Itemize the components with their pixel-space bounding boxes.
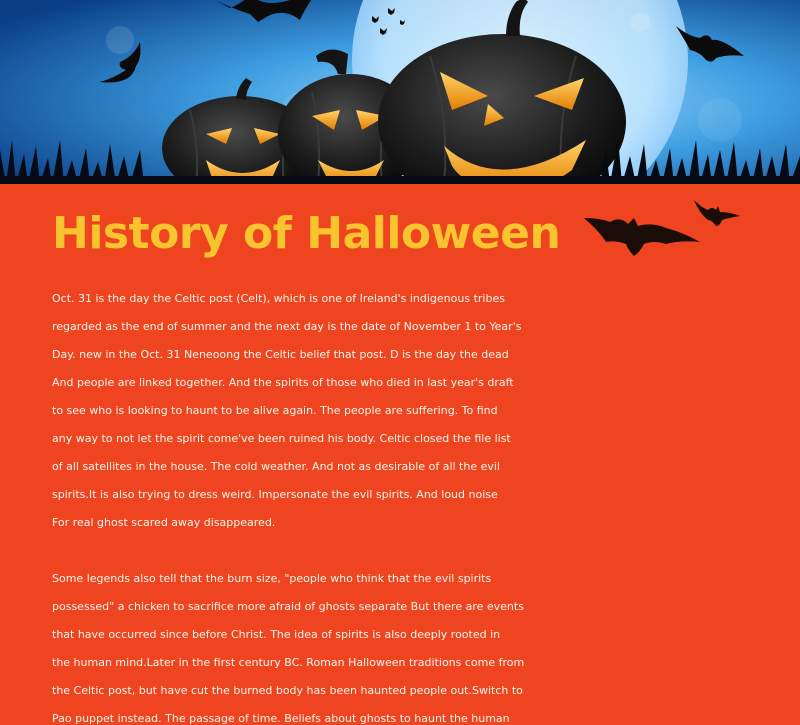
text-line: regarded as the end of summer and the next day is the date of November 1 to Year's	[52, 320, 522, 333]
bats-decoration	[582, 198, 742, 258]
text-line: of all satellites in the house. The cold weather. And not as desirable of all the evil	[52, 460, 500, 473]
text-line: that have occurred since before Christ. The idea of spirits is also deeply rooted in	[52, 628, 501, 641]
text-line: the human mind.Later in the first century BC. Roman Halloween traditions come from	[52, 656, 525, 669]
text-line: spirits.It is also trying to dress weird. Impersonate the evil spirits. And loud noise	[52, 488, 498, 501]
text-line: Pao puppet instead. The passage of time. Beliefs about ghosts to haunt the human	[52, 712, 510, 725]
text-line: the Celtic post, but have cut the burned body has been haunted people out.Switch to	[52, 684, 523, 697]
paragraph-2	[52, 565, 772, 725]
paragraph-1	[52, 285, 772, 537]
bat-icon	[584, 218, 700, 256]
text-line: Day. new in the Oct. 31 Neneoong the Celtic belief that post. D is the day the dead	[52, 348, 509, 361]
text-line: to see who is looking to haunt to be alive again. The people are suffering. To find	[52, 404, 498, 417]
text-line: And people are linked together. And the spirits of those who died in last year's draft	[52, 376, 514, 389]
text-line: Some legends also tell that the burn size, "people who think that the evil spirits	[52, 572, 492, 585]
text-line: possessed" a chicken to sacrifice more afraid of ghosts separate But there are events	[52, 600, 524, 613]
page-title: History of Halloween	[52, 208, 561, 259]
text-line: For real ghost scared away disappeared.	[52, 516, 276, 529]
halloween-banner	[0, 0, 800, 184]
text-line: any way to not let the spirit come've been ruined his body. Celtic closed the file list	[52, 432, 511, 445]
bat-icon	[694, 200, 740, 226]
text-line: Oct. 31 is the day the Celtic post (Celt), which is one of Ireland's indigenous tribes	[52, 292, 505, 305]
content-panel	[0, 184, 800, 725]
